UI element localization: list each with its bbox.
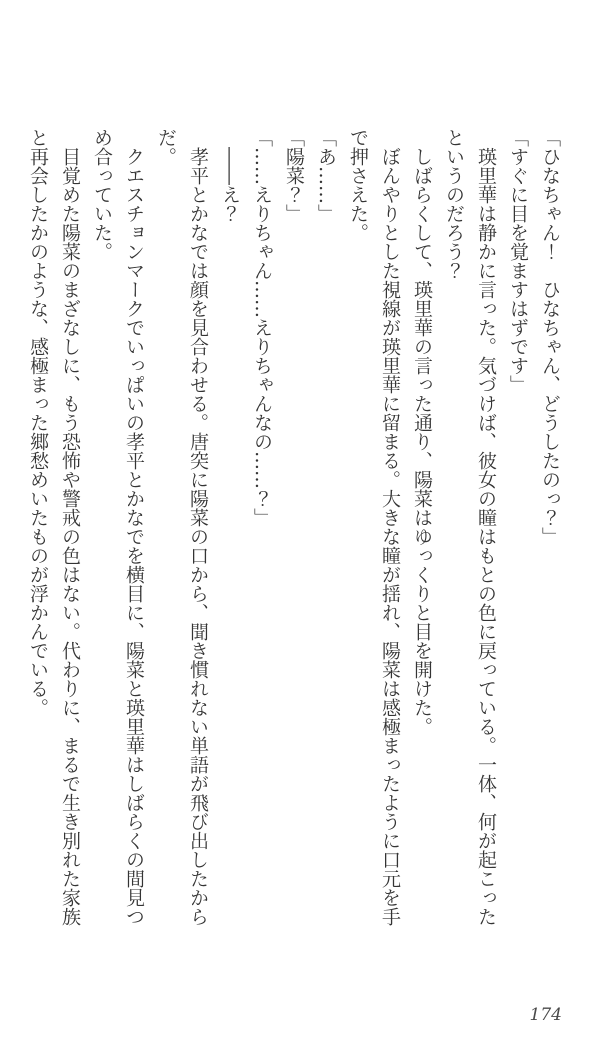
text-line: クエスチョンマークでいっぱいの孝平とかなでを横目に、陽菜と瑛里華はしばらくの間見つめ合っていた。	[91, 128, 145, 926]
text-line: 目覚めた陽菜のまざなしに、もう恐怖や警戒の色はない。代わりに、まるで生き別れた家族と再会したかのような、感極まった郷愁めいたものが浮かんでいる。	[27, 128, 81, 926]
page-text	[22, 128, 566, 928]
text-line: 「……えりちゃん……えりちゃんなの……？」	[251, 128, 273, 527]
text-line: ――え？	[219, 147, 241, 223]
text-line: 瑛里華は静かに言った。気づけば、彼女の瞳はもとの色に戻っている。一体、何が起こったというのだろう？	[443, 128, 497, 926]
text-line: 孝平とかなでは顔を見合わせる。唐突に陽菜の口から、聞き慣れない単語が飛び出したからだ。	[155, 128, 209, 926]
text-line: 「すぐに目を覚ますはずです」	[507, 128, 529, 394]
page-number: 174	[529, 1005, 562, 1025]
text-line: 「あ……」	[315, 128, 337, 223]
text-line: 「ひなちゃん！ ひなちゃん、どうしたのっ？」	[539, 128, 561, 546]
text-line: 「陽菜？」	[283, 128, 305, 223]
text-line: ぼんやりとした視線が瑛里華に留まる。大きな瞳が揺れ、陽菜は感極まったように口元を手で押さえた。	[347, 128, 401, 926]
text-line: しばらくして、瑛里華の言った通り、陽菜はゆっくりと目を開けた。	[411, 147, 433, 736]
